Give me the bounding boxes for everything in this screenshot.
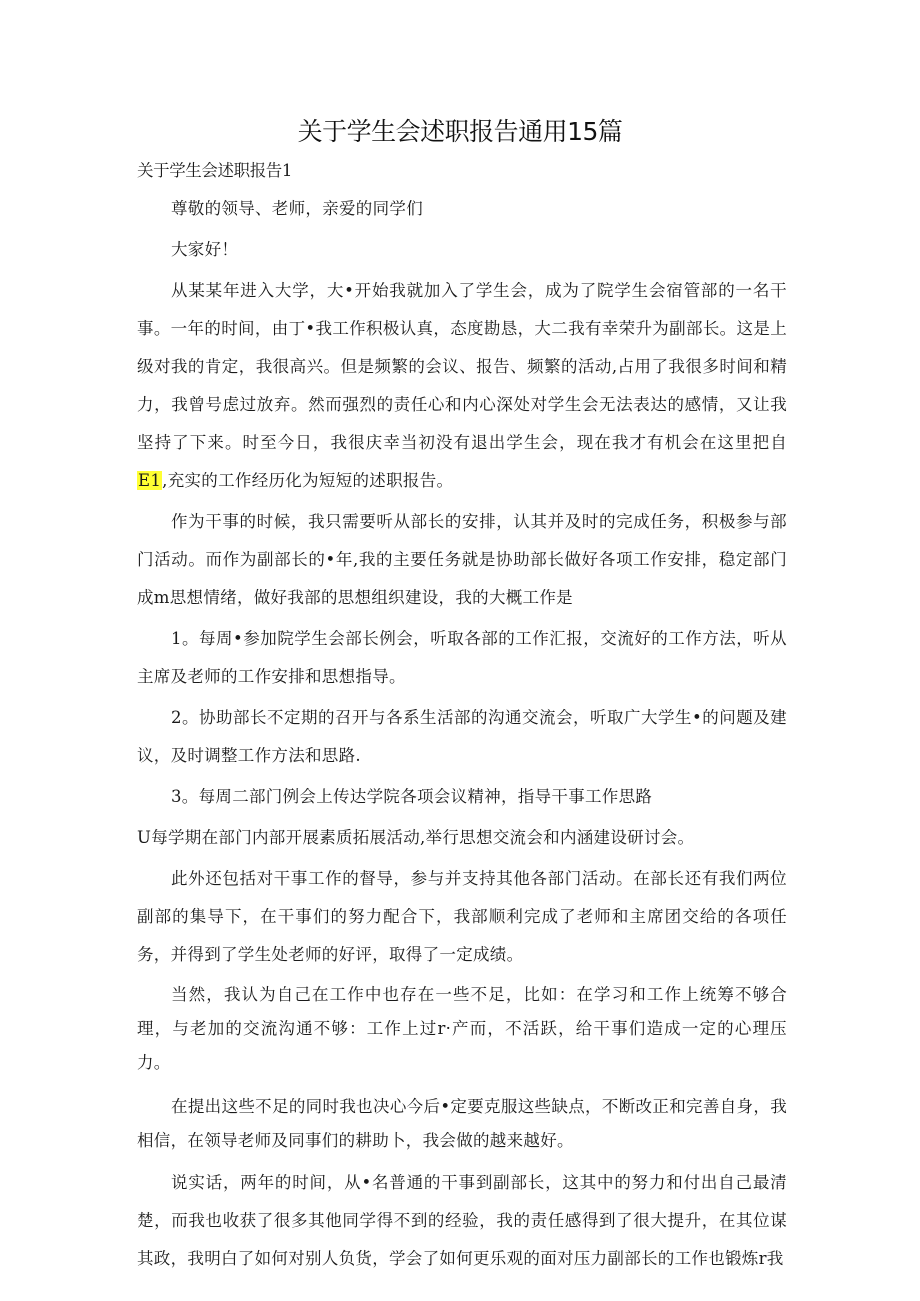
paragraph-duties: 作为干事的时候，我只需要听从部长的安排，认其并及时的完成任务，积极参与部门活动。而作为副部长的•年,我的主要任务就是协助部长做好各项工作安排，稳定部门成m思想情绪，做好我部的思想组织建设，我的大概工作是 [137, 512, 787, 607]
greeting: 大家好！ [171, 240, 239, 259]
document-body [137, 156, 787, 1281]
salutation: 尊敬的领导、老师，亲爱的同学们 [171, 199, 423, 218]
highlighted-text: E1 [138, 471, 162, 490]
list-item-2: 2。协助部长不定期的召开与各系生活部的沟通交流会，听取广大学生•的问题及建议，及时调整工作方法和思路. [137, 708, 787, 765]
list-item-3: 3。每周二部门例会上传达学院各项会议精神，指导干事工作思路 [171, 787, 653, 806]
paragraph-reflection: 说实话，两年的时间，从•名普通的干事到副部长，这其中的努力和付出自己最清楚，而我也收获了很多其他同学得不到的经验，我的责任感得到了很大提升，在其位谋其政，我明白了如何对别人负货，学会了如何更乐观的面对压力副部长的工作也锻炼r我 [137, 1173, 787, 1268]
list-item-1: 1。每周•参加院学生会部长例会，听取各部的工作汇报，交流好的工作方法，听从主席及老师的工作安排和思想指导。 [137, 629, 787, 686]
paragraph-resolution: 在提出这些不足的同时我也决心今后•定要克服这些缺点，不断改正和完善自身，我相信，在领导老师及同事们的耕助卜，我会做的越来越好。 [137, 1097, 787, 1150]
paragraph-intro: 从某某年进入大学，大•开始我就加入了学生会，成为了院学生会宿管部的一名干事。一年的时间，由丁•我工作积极认真，态度勘恳，大二我有幸荣升为副部长。这是上级对我的肯定，我很高兴。但是频繁的会议、报告、频繁的活动,占用了我很多时间和精力，我曾号虑过放弃。然而强烈的责任心和内心深处对学生会无法表达的感情，又让我坚持了下来。时至今日，我很庆幸当初没有退出学生会，现在我才有机会在这里把自E1,充实的工作经历化为短短的述职报告。 [137, 281, 787, 490]
section-heading: 关于学生会述职报告1 [137, 161, 292, 180]
paragraph-shortcomings: 当然，我认为自己在工作中也存在一些不足，比如：在学习和工作上统筹不够合理，与老加的交流沟通不够：工作上过r·产而，不活跃，给干事们造成一定的心理压力。 [137, 985, 787, 1072]
document-title: 关于学生会述职报告通用15篇 [297, 117, 623, 146]
list-item-4: U每学期在部门内部开展素质拓展活动,举行思想交流会和内涵建设研讨会。 [137, 828, 695, 847]
paragraph-supervision: 此外还包括对干事工作的督导，参与并支持其他各部门活动。在部长还有我们两位副部的集导下，在干事们的努力配合下，我部顺利完成了老师和主席团交给的各项任务，并得到了学生处老师的好评，取得了一定成绩。 [137, 869, 787, 964]
